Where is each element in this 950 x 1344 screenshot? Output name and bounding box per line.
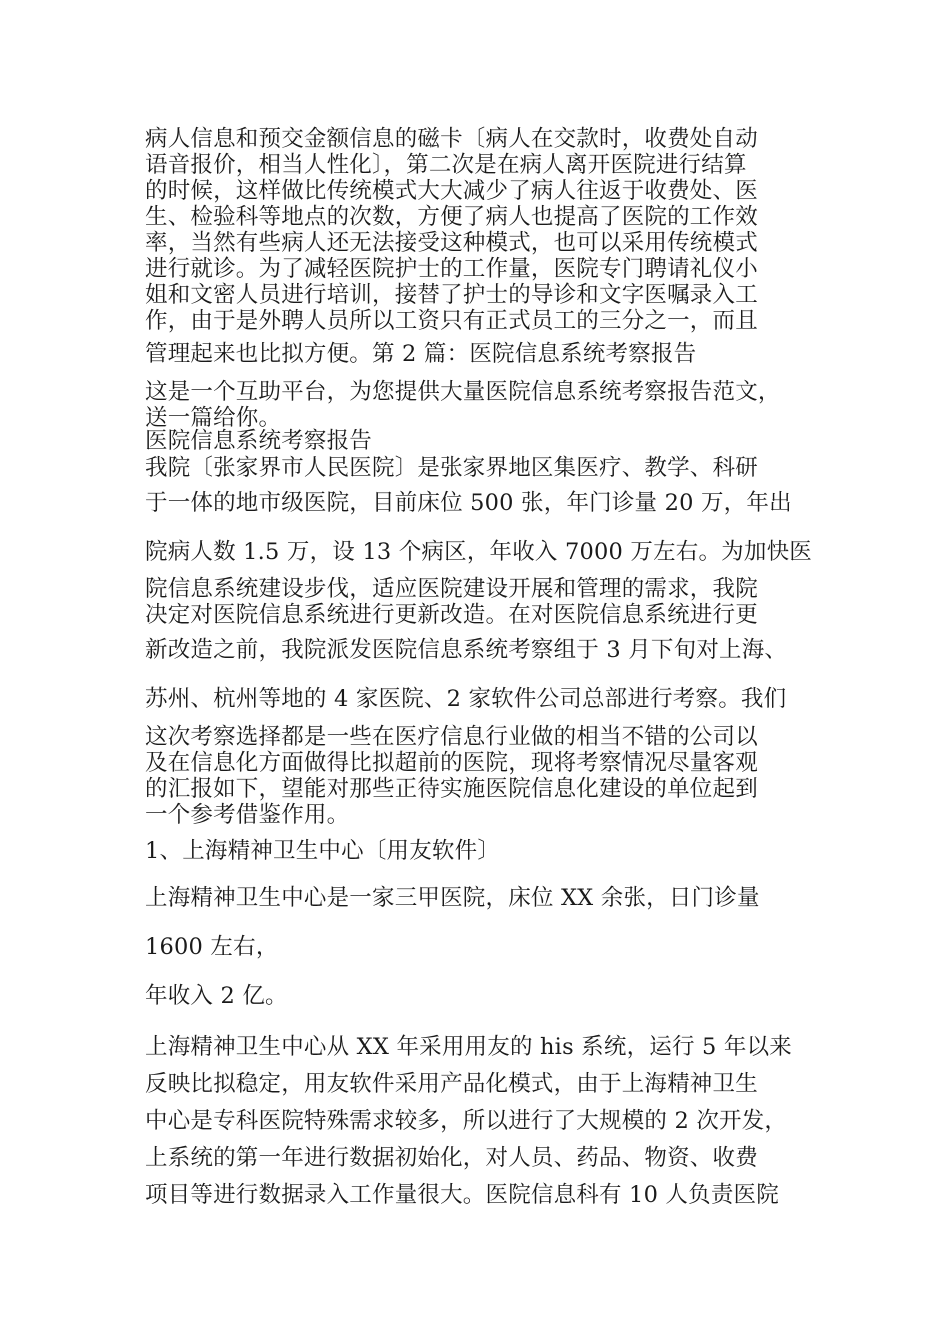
- text-line: 决定对医院信息系统进行更新改造。在对医院信息系统进行更: [145, 602, 758, 628]
- text-line: 及在信息化方面做得比拟超前的医院，现将考察情况尽量客观: [145, 750, 758, 776]
- text-line: 项目等进行数据录入工作量很大。医院信息科有 10 人负责医院: [145, 1182, 779, 1208]
- text-line: 我院〔张家界市人民医院〕是张家界地区集医疗、教学、科研: [145, 455, 758, 481]
- text-line: 上海精神卫生中心是一家三甲医院，床位 XX 余张，日门诊量: [145, 885, 760, 911]
- text-line: 这是一个互助平台，为您提供大量医院信息系统考察报告范文，: [145, 379, 781, 405]
- text-line: 新改造之前，我院派发医院信息系统考察组于 3 月下旬对上海、: [145, 637, 788, 663]
- text-line: 语音报价，相当人性化〕，第二次是在病人离开医院进行结算: [145, 152, 747, 178]
- text-line: 1600 左右，: [145, 934, 279, 960]
- text-line: 这次考察选择都是一些在医疗信息行业做的相当不错的公司以: [145, 724, 758, 750]
- text-line: 上系统的第一年进行数据初始化，对人员、药品、物资、收费: [145, 1145, 758, 1171]
- text-line: 进行就诊。为了减轻医院护士的工作量，医院专门聘请礼仪小: [145, 256, 758, 282]
- text-line: 管理起来也比拟方便。第 2 篇：医院信息系统考察报告: [145, 341, 697, 367]
- text-line: 上海精神卫生中心从 XX 年采用用友的 his 系统，运行 5 年以来: [145, 1034, 792, 1060]
- section-heading: 1、上海精神卫生中心〔用友软件〕: [145, 838, 501, 864]
- text-line: 苏州、杭州等地的 4 家医院、2 家软件公司总部进行考察。我们: [145, 686, 787, 712]
- text-line: 院信息系统建设步伐，适应医院建设开展和管理的需求，我院: [145, 576, 758, 602]
- text-line: 院病人数 1.5 万，设 13 个病区，年收入 7000 万左右。为加快医: [145, 539, 812, 565]
- text-line: 的时候，这样做比传统模式大大减少了病人往返于收费处、医: [145, 178, 758, 204]
- text-line: 作，由于是外聘人员所以工资只有正式员工的三分之一，而且: [145, 308, 758, 334]
- text-line: 生、检验科等地点的次数，方便了病人也提高了医院的工作效: [145, 204, 758, 230]
- text-line: 中心是专科医院特殊需求较多，所以进行了大规模的 2 次开发，: [145, 1108, 788, 1134]
- text-line: 的汇报如下，望能对那些正待实施医院信息化建设的单位起到: [145, 776, 758, 802]
- text-line: 病人信息和预交金额信息的磁卡〔病人在交款时，收费处自动: [145, 126, 758, 152]
- text-line: 姐和文密人员进行培训，接替了护士的导诊和文字医嘱录入工: [145, 282, 758, 308]
- text-line: 反映比拟稳定，用友软件采用产品化模式，由于上海精神卫生: [145, 1071, 758, 1097]
- text-line: 送一篇给你。: [145, 405, 282, 431]
- text-line: 率，当然有些病人还无法接受这种模式，也可以采用传统模式: [145, 230, 758, 256]
- section-heading: 医院信息系统考察报告: [145, 428, 373, 454]
- text-line: 于一体的地市级医院，目前床位 500 张，年门诊量 20 万，年出: [145, 490, 792, 516]
- text-line: 一个参考借鉴作用。: [145, 802, 350, 828]
- text-line: 年收入 2 亿。: [145, 983, 288, 1009]
